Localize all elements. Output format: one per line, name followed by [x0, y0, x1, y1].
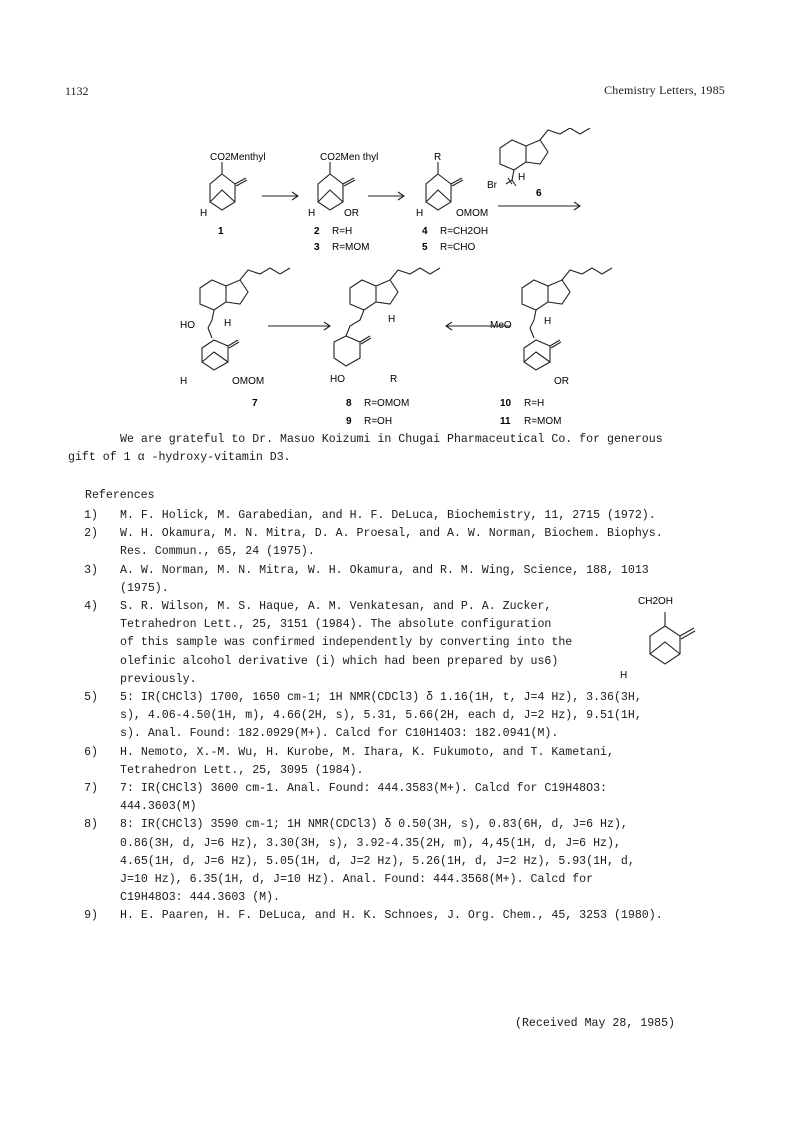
label-h-7: H [180, 376, 188, 387]
label-h-4: H [416, 208, 424, 219]
structure-2 [318, 162, 355, 210]
compound-3: 3 [314, 242, 320, 253]
compound-11-sub: R=MOM [524, 416, 562, 427]
reference-number: 9) [84, 909, 98, 923]
structure-10 [522, 268, 612, 370]
page-number: 1132 [65, 84, 89, 98]
reference-line: of this sample was confirmed independently by converting into the [120, 636, 573, 650]
reference-line: A. W. Norman, M. N. Mitra, W. H. Okamura, and R. M. Wing, Science, 188, 1013 [120, 563, 649, 577]
reference-number: 4) [84, 600, 98, 613]
compound-3-sub: R=MOM [332, 242, 370, 253]
label-r-4: R [434, 152, 442, 163]
reference-line: 444.3603(M) [120, 800, 197, 814]
reference-line: (1975). [120, 581, 169, 595]
compound-2-sub: R=H [332, 226, 353, 237]
references-heading: References [85, 489, 155, 502]
structure-1 [210, 162, 247, 210]
reference-number: 7) [84, 782, 98, 795]
reference-line: olefinic alcohol derivative (i) which had been prepared by us6) [120, 654, 559, 668]
reference-line: H. E. Paaren, H. F. DeLuca, and H. K. Schnoes, J. Org. Chem., 45, 3253 (1980). [120, 909, 663, 923]
reference-line: s), 4.06-4.50(1H, m), 4.66(2H, s), 5.31, 5.66(2H, each d, J=2 Hz), 9.51(1H, [120, 709, 642, 723]
compound-4-sub: R=CH2OH [440, 226, 489, 237]
reference-line: 4.65(1H, d, J=6 Hz), 5.05(1H, d, J=2 Hz), 5.26(1H, d, J=2 Hz), 5.93(1H, d, [120, 854, 635, 868]
reference-line: H. Nemoto, X.-M. Wu, H. Kurobe, M. Ihara, K. Fukumoto, and T. Kametani, [120, 745, 614, 759]
label-h-1: H [200, 208, 208, 219]
compound-11: 11 [500, 416, 511, 427]
label-ho-7: HO [180, 320, 195, 331]
compound-4: 4 [422, 226, 428, 237]
ack-line-1: We are grateful to Dr. Masuo Koizumi in Chugai Pharmaceutical Co. for generous [120, 433, 663, 446]
inset-label-h: H [620, 670, 628, 681]
structure-8 [334, 268, 440, 366]
label-r-8: R [390, 374, 398, 385]
label-omom-7: OMOM [232, 376, 265, 387]
reference-line: M. F. Holick, M. Garabedian, and H. F. DeLuca, Biochemistry, 11, 2715 (1972). [120, 509, 656, 522]
label-co2menthyl-2: CO2Men thyl [320, 152, 379, 163]
reference-number: 5) [84, 691, 98, 704]
reference-line: 5: IR(CHCl3) 1700, 1650 cm-1; 1H NMR(CDCl3) δ 1.16(1H, t, J=4 Hz), 3.36(3H, [120, 691, 642, 704]
reference-number: 2) [84, 527, 98, 541]
compound-10-sub: R=H [524, 398, 545, 409]
compound-8: 8 [346, 398, 352, 409]
reference-number: 1) [84, 509, 98, 522]
reference-line: J=10 Hz), 6.35(1H, d, J=10 Hz). Anal. Found: 444.3568(M+). Calcd for [120, 873, 594, 886]
label-h-6: H [518, 172, 526, 183]
inset-structure-i [620, 590, 735, 685]
reference-line: Tetrahedron Lett., 25, 3095 (1984). [120, 763, 364, 777]
label-h-7-top: H [224, 318, 232, 329]
compound-8-sub: R=OMOM [364, 398, 410, 409]
inset-label-ch2oh: CH2OH [638, 596, 674, 607]
label-meo-10: MeO [490, 320, 512, 331]
ack-line-2: gift of 1 α -hydroxy-vitamin D3. [68, 451, 291, 464]
compound-7: 7 [252, 398, 258, 409]
reference-line: 0.86(3H, d, J=6 Hz), 3.30(3H, s), 3.92-4.35(2H, m), 4,45(1H, d, J=6 Hz), [120, 836, 621, 850]
reference-number: 3) [84, 563, 98, 577]
label-co2menthyl-1: CO2Menthyl [210, 152, 266, 163]
compound-10: 10 [500, 398, 512, 409]
reference-line: previously. [120, 672, 197, 686]
label-or-2: OR [344, 208, 359, 219]
reference-number: 6) [84, 745, 98, 759]
reference-line: S. R. Wilson, M. S. Haque, A. M. Venkatesan, and P. A. Zucker, [120, 600, 552, 613]
reference-line: 8: IR(CHCl3) 3590 cm-1; 1H NMR(CDCl3) δ 0.50(3H, s), 0.83(6H, d, J=6 Hz), [120, 818, 628, 832]
label-br-6: Br [487, 180, 497, 191]
compound-6: 6 [536, 188, 542, 199]
label-ho-8: HO [330, 374, 345, 385]
compound-9-sub: R=OH [364, 416, 393, 427]
reference-line: 7: IR(CHCl3) 3600 cm-1. Anal. Found: 444.3583(M+). Calcd for C19H48O3: [120, 782, 608, 795]
structure-4 [426, 162, 463, 210]
compound-1: 1 [218, 226, 224, 237]
reference-number: 8) [84, 818, 98, 832]
label-or-10: OR [554, 376, 569, 387]
structure-6 [500, 128, 590, 186]
label-h-2: H [308, 208, 316, 219]
structure-7 [200, 268, 290, 370]
received-date: (Received May 28, 1985) [515, 1017, 676, 1030]
label-h-10: H [544, 316, 552, 327]
reference-line: Tetrahedron Lett., 25, 3151 (1984). The absolute configuration [120, 618, 552, 632]
journal-header: Chemistry Letters, 1985 [604, 83, 725, 97]
compound-9: 9 [346, 416, 352, 427]
compound-5: 5 [422, 242, 428, 253]
reference-line: W. H. Okamura, M. N. Mitra, D. A. Proesal, and A. W. Norman, Biochem. Biophys. [120, 527, 663, 541]
reaction-scheme [150, 128, 650, 428]
reference-line: s). Anal. Found: 182.0929(M+). Calcd for C10H14O3: 182.0941(M). [120, 727, 559, 741]
label-h-8: H [388, 314, 396, 325]
label-omom-4: OMOM [456, 208, 489, 219]
compound-5-sub: R=CHO [440, 242, 476, 253]
compound-2: 2 [314, 226, 320, 237]
reference-line: C19H48O3: 444.3603 (M). [120, 891, 281, 905]
reference-line: Res. Commun., 65, 24 (1975). [120, 545, 315, 559]
